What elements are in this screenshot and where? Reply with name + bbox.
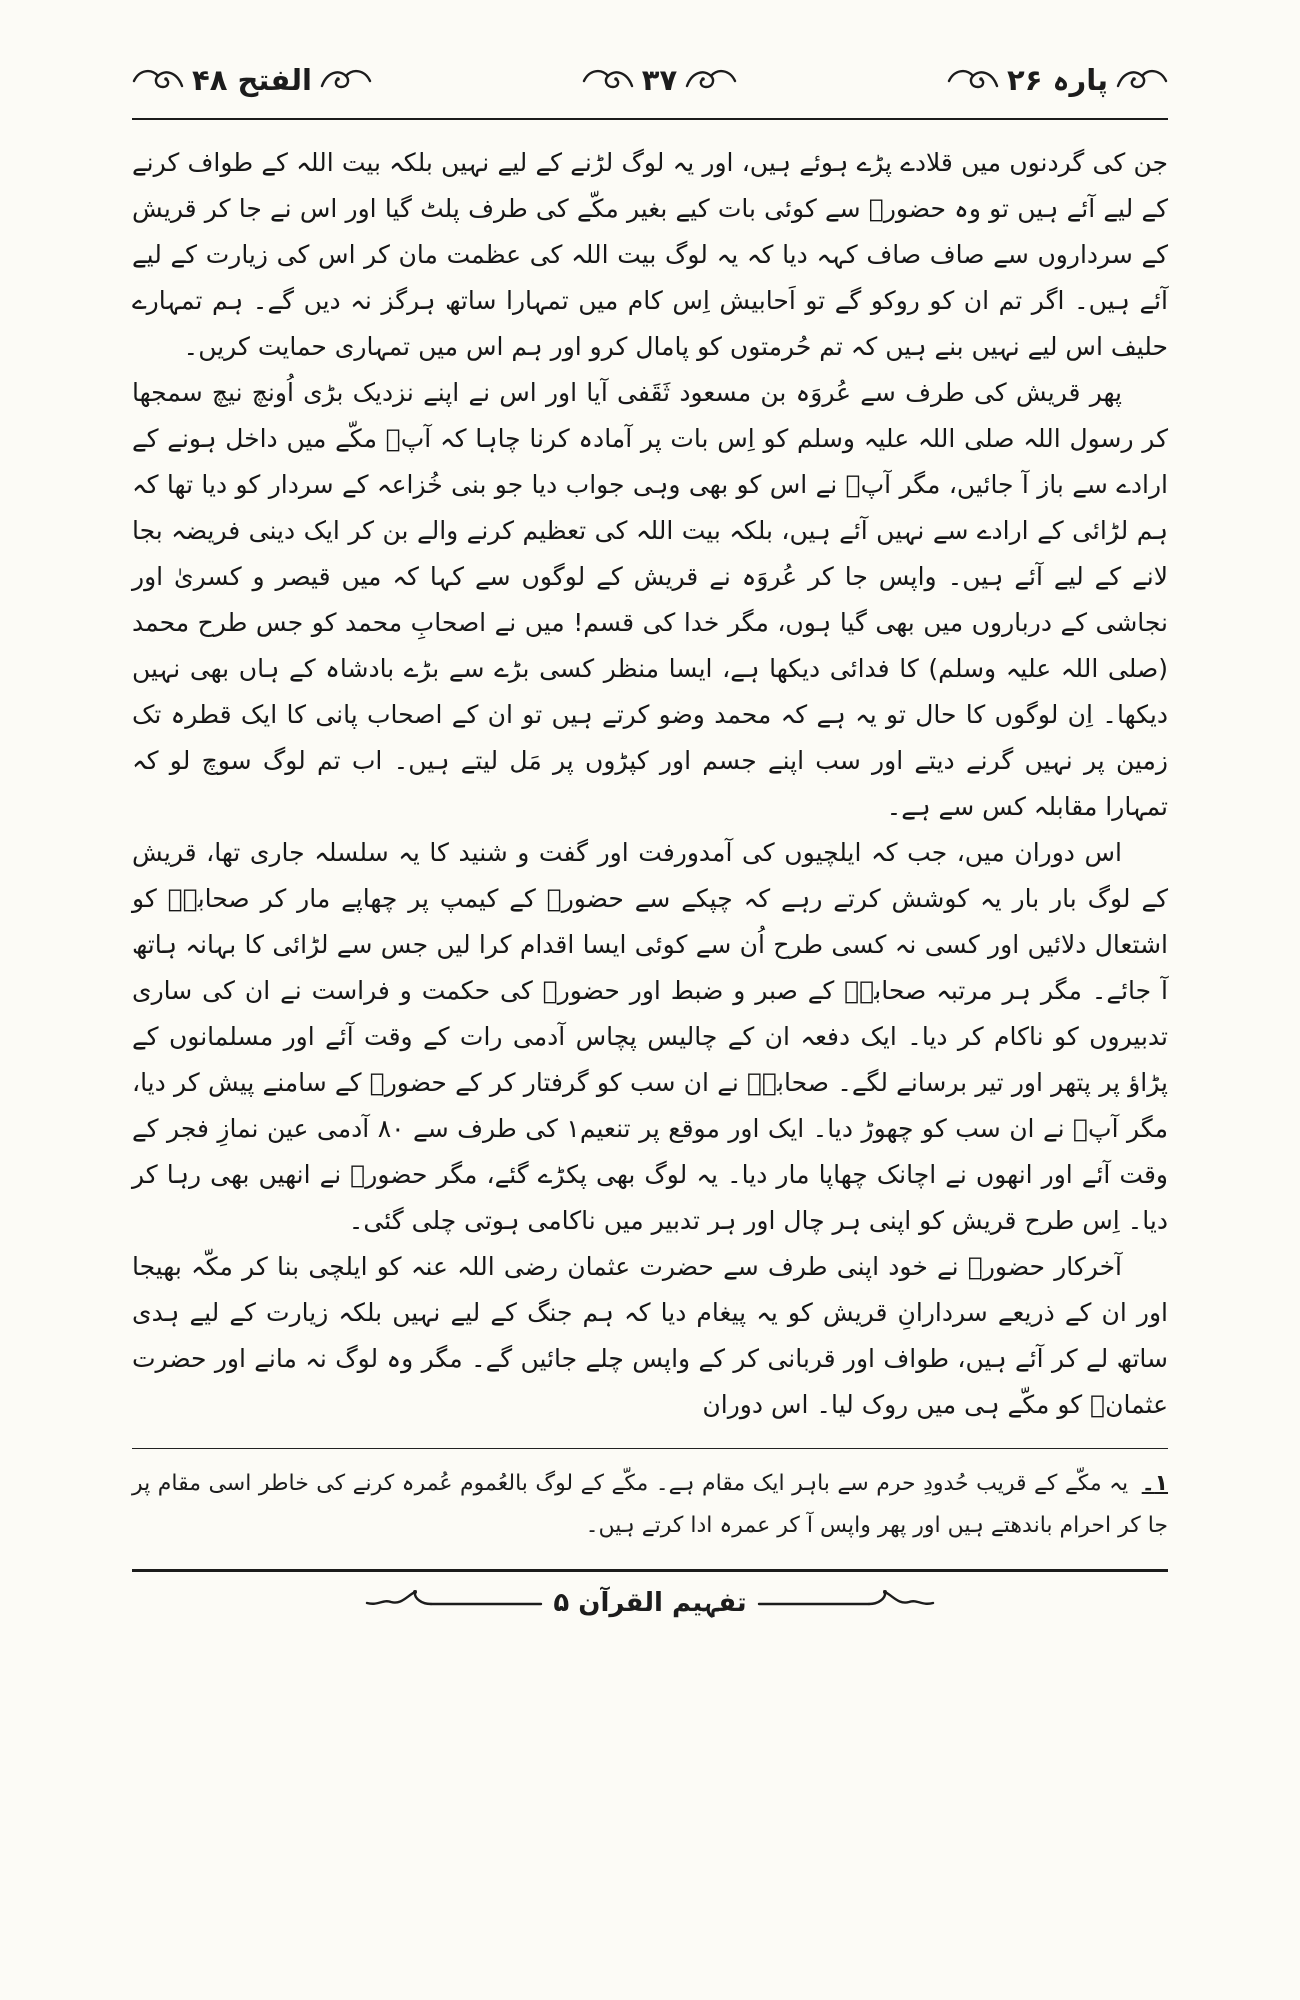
body-paragraph: آخرکار حضورؐ نے خود اپنی طرف سے حضرت عثمان رضی اللہ عنہ کو ایلچی بنا کر مکّہ بھیجا اور ان کے ذریعے سردارانِ قریش کو یہ پیغام دیا کہ ہم جنگ کے لیے نہیں بلکہ زیارت کے لیے ہدی ساتھ لے کر آئے ہیں، طواف اور قربانی کر کے واپس چلے جائیں گے۔ مگر وہ لوگ نہ مانے اور حضرت عثمانؓ کو مکّے ہی میں روک لیا۔ اس دوران <box>132 1252 1168 1419</box>
footer-ornament <box>132 1588 1168 1618</box>
body-paragraph: پھر قریش کی طرف سے عُروَہ بن مسعود ثَقَفی آیا اور اس نے اپنے نزدیک بڑی اُونچ نیچ سمجھا کر رسول اللہ صلی اللہ علیہ وسلم کو اِس بات پر آمادہ کرنا چاہا کہ آپؐ مکّے میں داخل ہونے کے ارادے سے باز آ جائیں، مگر آپؐ نے اس کو بھی وہی جواب دیا جو بنی خُزاعہ کے سردار کو دیا تھا کہ ہم لڑائی کے ارادے سے نہیں آئے ہیں، بلکہ بیت اللہ کی تعظیم کرنے والے بن کر ایک دینی فریضہ بجا لانے کے لیے آئے ہیں۔ واپس جا کر عُروَہ نے قریش کے لوگوں سے کہا کہ میں قیصر و کسریٰ اور نجاشی کے درباروں میں بھی گیا ہوں، مگر خدا کی قسم! میں نے اصحابِ محمد کو جس طرح محمد (صلی اللہ علیہ وسلم) کا فدائی دیکھا ہے، ایسا منظر کسی بڑے سے بڑے بادشاہ کے ہاں بھی نہیں دیکھا۔ اِن لوگوں کا حال تو یہ ہے کہ محمد وضو کرتے ہیں تو ان کے اصحاب پانی کا ایک قطرہ تک زمین پر نہیں گرنے دیتے اور سب اپنے جسم اور کپڑوں پر مَل لیتے ہیں۔ اب تم لوگ سوچ لو کہ تمہارا مقابلہ کس سے ہے۔ <box>132 378 1168 821</box>
scroll-flourish-tail-icon <box>757 1588 937 1618</box>
footnote-text: یہ مکّے کے قریب حُدودِ حرم سے باہر ایک مقام ہے۔ مکّے کے لوگ بالعُموم عُمرہ کرنے کی خاطر اسی مقام پر جا کر احرام باندھتے ہیں اور پھر واپس آ کر عمرہ ادا کرتے ہیں۔ <box>132 1471 1168 1538</box>
page-header <box>132 48 1168 112</box>
para-number-label: پارہ ۲۶ <box>1007 63 1108 97</box>
main-text-block <box>132 140 1168 1428</box>
header-page-number-cartouche <box>582 63 737 97</box>
footnote-divider <box>132 1448 1168 1449</box>
footnote <box>132 1463 1168 1547</box>
body-paragraph: اس دوران میں، جب کہ ایلچیوں کی آمدورفت اور گفت و شنید کا یہ سلسلہ جاری تھا، قریش کے لوگ بار بار یہ کوشش کرتے رہے کہ چپکے سے حضورؐ کے کیمپ پر چھاپے مار کر صحابہؓ کو اشتعال دلائیں اور کسی نہ کسی طرح اُن سے کوئی ایسا اقدام کرا لیں جس سے لڑائی کا بہانہ ہاتھ آ جائے۔ مگر ہر مرتبہ صحابہؓ کے صبر و ضبط اور حضورؐ کی حکمت و فراست نے ان کی ساری تدبیروں کو ناکام کر دیا۔ ایک دفعہ ان کے چالیس پچاس آدمی رات کے وقت آئے اور مسلمانوں کے پڑاؤ پر پتھر اور تیر برسانے لگے۔ صحابہؓ نے ان سب کو گرفتار کر کے حضورؐ کے سامنے پیش کر دیا، مگر آپؐ نے ان سب کو چھوڑ دیا۔ ایک اور موقع پر تنعیم۱ کی طرف سے ۸۰ آدمی عین نمازِ فجر کے وقت آئے اور انھوں نے اچانک چھاپا مار دیا۔ یہ لوگ بھی پکڑے گئے، مگر حضورؐ نے انھیں بھی رہا کر دیا۔ اِس طرح قریش کو اپنی ہر چال اور ہر تدبیر میں ناکامی ہوتی چلی گئی۔ <box>132 838 1169 1235</box>
footer-divider <box>132 1569 1168 1572</box>
surah-name-label: الفتح ۴۸ <box>192 63 312 97</box>
scroll-flourish-tail-icon <box>363 1588 543 1618</box>
page-number: ۳۷ <box>641 63 678 97</box>
scroll-flourish-icon <box>582 66 634 94</box>
scroll-flourish-icon <box>1116 66 1168 94</box>
header-divider <box>132 118 1168 120</box>
footnote-marker: ۱۔ <box>1141 1471 1169 1496</box>
body-paragraph: جن کی گردنوں میں قلادے پڑے ہوئے ہیں، اور یہ لوگ لڑنے کے لیے نہیں بلکہ بیت اللہ کے طواف کرنے کے لیے آئے ہیں تو وہ حضورؐ سے کوئی بات کیے بغیر مکّے کی طرف پلٹ گیا اور اس نے جا کر قریش کے سرداروں سے صاف صاف کہہ دیا کہ یہ لوگ بیت اللہ کی عظمت مان کر اس کی زیارت کے لیے آئے ہیں۔ اگر تم ان کو روکو گے تو اَحابیش اِس کام میں تمہارا ساتھ ہرگز نہ دیں گے۔ ہم تمہارے حلیف اس لیے نہیں بنے ہیں کہ تم حُرمتوں کو پامال کرو اور ہم اس میں تمہاری حمایت کریں۔ <box>132 148 1168 361</box>
header-surah-cartouche <box>132 63 372 97</box>
book-title: تفہیم القرآن ۵ <box>553 1588 747 1618</box>
header-para-cartouche <box>947 63 1168 97</box>
scroll-flourish-icon <box>320 66 372 94</box>
scroll-flourish-icon <box>947 66 999 94</box>
scroll-flourish-icon <box>685 66 737 94</box>
scroll-flourish-icon <box>132 66 184 94</box>
